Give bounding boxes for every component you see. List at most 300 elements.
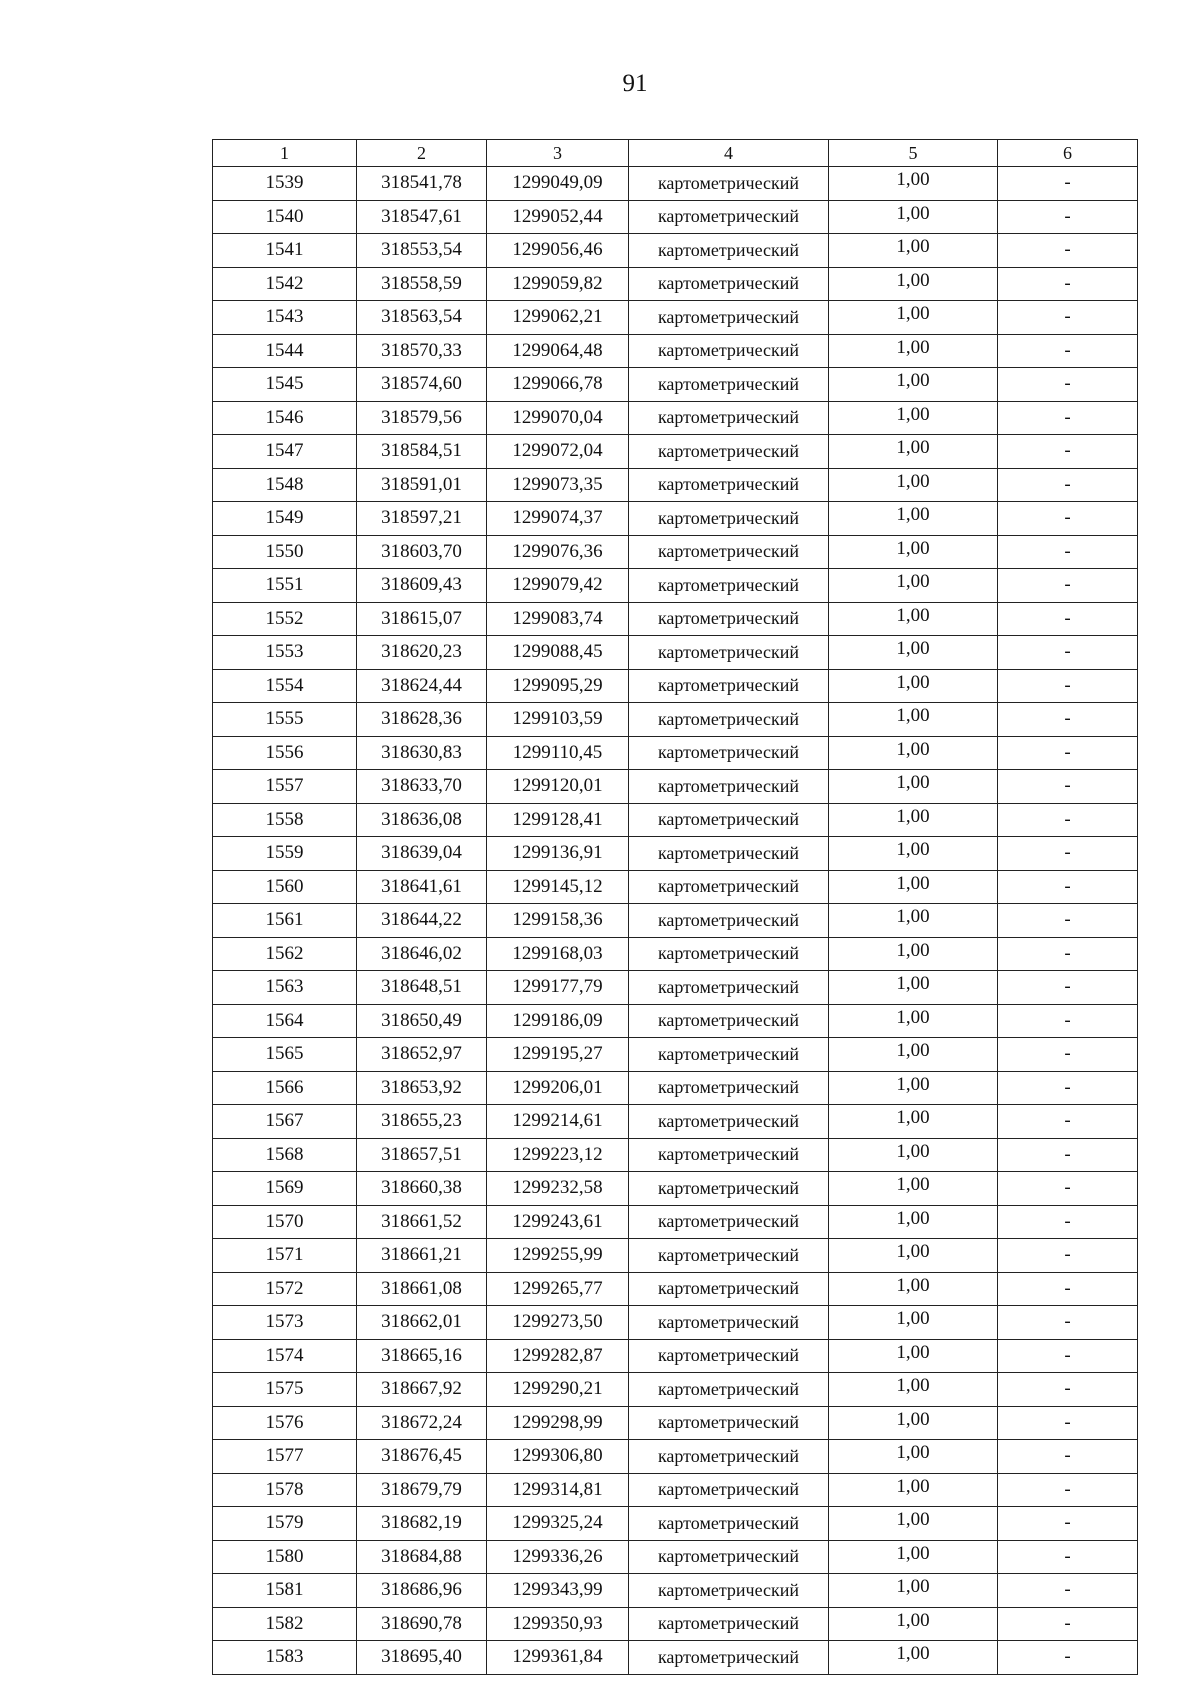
method-cell: картометрический [629, 937, 829, 971]
table-row [213, 368, 1138, 402]
y-coordinate-cell: 1299066,78 [487, 368, 629, 402]
note-cell: - [998, 669, 1138, 703]
point-number-cell: 1546 [213, 401, 357, 435]
method-cell: картометрический [629, 703, 829, 737]
x-coordinate-cell: 318652,97 [357, 1038, 487, 1072]
point-number-cell: 1547 [213, 435, 357, 469]
note-cell: - [998, 435, 1138, 469]
point-number-cell: 1576 [213, 1406, 357, 1440]
table-row [213, 1540, 1138, 1574]
x-coordinate-cell: 318574,60 [357, 368, 487, 402]
y-coordinate-cell: 1299232,58 [487, 1172, 629, 1206]
y-coordinate-cell: 1299062,21 [487, 301, 629, 335]
y-coordinate-cell: 1299095,29 [487, 669, 629, 703]
y-coordinate-cell: 1299120,01 [487, 770, 629, 804]
y-coordinate-cell: 1299336,26 [487, 1540, 629, 1574]
column-header-5: 5 [829, 140, 998, 167]
table-row [213, 1071, 1138, 1105]
accuracy-cell: 1,00 [829, 770, 998, 804]
y-coordinate-cell: 1299074,37 [487, 502, 629, 536]
table-row [213, 602, 1138, 636]
note-cell: - [998, 770, 1138, 804]
x-coordinate-cell: 318553,54 [357, 234, 487, 268]
accuracy-cell: 1,00 [829, 602, 998, 636]
note-cell: - [998, 904, 1138, 938]
accuracy-cell: 1,00 [829, 535, 998, 569]
table-row [213, 1641, 1138, 1675]
x-coordinate-cell: 318682,19 [357, 1507, 487, 1541]
x-coordinate-cell: 318657,51 [357, 1138, 487, 1172]
point-number-cell: 1582 [213, 1607, 357, 1641]
y-coordinate-cell: 1299273,50 [487, 1306, 629, 1340]
method-cell: картометрический [629, 1205, 829, 1239]
column-header-6: 6 [998, 140, 1138, 167]
table-row [213, 1574, 1138, 1608]
accuracy-cell: 1,00 [829, 301, 998, 335]
x-coordinate-cell: 318661,21 [357, 1239, 487, 1273]
note-cell: - [998, 1239, 1138, 1273]
method-cell: картометрический [629, 167, 829, 201]
method-cell: картометрический [629, 1071, 829, 1105]
note-cell: - [998, 837, 1138, 871]
note-cell: - [998, 1473, 1138, 1507]
accuracy-cell: 1,00 [829, 803, 998, 837]
y-coordinate-cell: 1299361,84 [487, 1641, 629, 1675]
accuracy-cell: 1,00 [829, 267, 998, 301]
accuracy-cell: 1,00 [829, 1339, 998, 1373]
note-cell: - [998, 1071, 1138, 1105]
column-header-2: 2 [357, 140, 487, 167]
note-cell: - [998, 1641, 1138, 1675]
y-coordinate-cell: 1299158,36 [487, 904, 629, 938]
point-number-cell: 1574 [213, 1339, 357, 1373]
table-row [213, 435, 1138, 469]
x-coordinate-cell: 318684,88 [357, 1540, 487, 1574]
accuracy-cell: 1,00 [829, 870, 998, 904]
point-number-cell: 1563 [213, 971, 357, 1005]
x-coordinate-cell: 318661,08 [357, 1272, 487, 1306]
y-coordinate-cell: 1299049,09 [487, 167, 629, 201]
accuracy-cell: 1,00 [829, 904, 998, 938]
y-coordinate-cell: 1299306,80 [487, 1440, 629, 1474]
y-coordinate-cell: 1299314,81 [487, 1473, 629, 1507]
y-coordinate-cell: 1299243,61 [487, 1205, 629, 1239]
note-cell: - [998, 334, 1138, 368]
y-coordinate-cell: 1299186,09 [487, 1004, 629, 1038]
x-coordinate-cell: 318558,59 [357, 267, 487, 301]
x-coordinate-cell: 318541,78 [357, 167, 487, 201]
accuracy-cell: 1,00 [829, 1574, 998, 1608]
note-cell: - [998, 167, 1138, 201]
x-coordinate-cell: 318628,36 [357, 703, 487, 737]
method-cell: картометрический [629, 234, 829, 268]
x-coordinate-cell: 318639,04 [357, 837, 487, 871]
point-number-cell: 1575 [213, 1373, 357, 1407]
y-coordinate-cell: 1299073,35 [487, 468, 629, 502]
method-cell: картометрический [629, 870, 829, 904]
column-header-1: 1 [213, 140, 357, 167]
table-row [213, 502, 1138, 536]
y-coordinate-cell: 1299136,91 [487, 837, 629, 871]
note-cell: - [998, 937, 1138, 971]
point-number-cell: 1539 [213, 167, 357, 201]
x-coordinate-cell: 318620,23 [357, 636, 487, 670]
table-row [213, 971, 1138, 1005]
point-number-cell: 1552 [213, 602, 357, 636]
note-cell: - [998, 1406, 1138, 1440]
table-row [213, 669, 1138, 703]
accuracy-cell: 1,00 [829, 1071, 998, 1105]
accuracy-cell: 1,00 [829, 368, 998, 402]
note-cell: - [998, 803, 1138, 837]
y-coordinate-cell: 1299079,42 [487, 569, 629, 603]
note-cell: - [998, 1205, 1138, 1239]
note-cell: - [998, 267, 1138, 301]
table-row [213, 234, 1138, 268]
method-cell: картометрический [629, 502, 829, 536]
note-cell: - [998, 1339, 1138, 1373]
y-coordinate-cell: 1299206,01 [487, 1071, 629, 1105]
point-number-cell: 1560 [213, 870, 357, 904]
x-coordinate-cell: 318597,21 [357, 502, 487, 536]
y-coordinate-cell: 1299110,45 [487, 736, 629, 770]
table-row [213, 301, 1138, 335]
header-row [213, 140, 1138, 167]
x-coordinate-cell: 318579,56 [357, 401, 487, 435]
x-coordinate-cell: 318646,02 [357, 937, 487, 971]
method-cell: картометрический [629, 468, 829, 502]
method-cell: картометрический [629, 602, 829, 636]
y-coordinate-cell: 1299083,74 [487, 602, 629, 636]
method-cell: картометрический [629, 435, 829, 469]
accuracy-cell: 1,00 [829, 1641, 998, 1675]
accuracy-cell: 1,00 [829, 736, 998, 770]
point-number-cell: 1580 [213, 1540, 357, 1574]
note-cell: - [998, 1607, 1138, 1641]
y-coordinate-cell: 1299052,44 [487, 200, 629, 234]
note-cell: - [998, 1373, 1138, 1407]
method-cell: картометрический [629, 1339, 829, 1373]
note-cell: - [998, 234, 1138, 268]
x-coordinate-cell: 318563,54 [357, 301, 487, 335]
accuracy-cell: 1,00 [829, 234, 998, 268]
method-cell: картометрический [629, 636, 829, 670]
table-body [213, 167, 1138, 1675]
note-cell: - [998, 736, 1138, 770]
x-coordinate-cell: 318655,23 [357, 1105, 487, 1139]
note-cell: - [998, 1172, 1138, 1206]
accuracy-cell: 1,00 [829, 502, 998, 536]
note-cell: - [998, 1306, 1138, 1340]
note-cell: - [998, 368, 1138, 402]
y-coordinate-cell: 1299343,99 [487, 1574, 629, 1608]
table-row [213, 1373, 1138, 1407]
y-coordinate-cell: 1299056,46 [487, 234, 629, 268]
x-coordinate-cell: 318660,38 [357, 1172, 487, 1206]
accuracy-cell: 1,00 [829, 837, 998, 871]
x-coordinate-cell: 318624,44 [357, 669, 487, 703]
note-cell: - [998, 502, 1138, 536]
x-coordinate-cell: 318609,43 [357, 569, 487, 603]
method-cell: картометрический [629, 368, 829, 402]
x-coordinate-cell: 318603,70 [357, 535, 487, 569]
accuracy-cell: 1,00 [829, 1373, 998, 1407]
point-number-cell: 1566 [213, 1071, 357, 1105]
note-cell: - [998, 1440, 1138, 1474]
table-row [213, 1239, 1138, 1273]
x-coordinate-cell: 318676,45 [357, 1440, 487, 1474]
table-row [213, 569, 1138, 603]
point-number-cell: 1553 [213, 636, 357, 670]
x-coordinate-cell: 318648,51 [357, 971, 487, 1005]
accuracy-cell: 1,00 [829, 334, 998, 368]
y-coordinate-cell: 1299350,93 [487, 1607, 629, 1641]
accuracy-cell: 1,00 [829, 1440, 998, 1474]
note-cell: - [998, 870, 1138, 904]
x-coordinate-cell: 318591,01 [357, 468, 487, 502]
note-cell: - [998, 1138, 1138, 1172]
x-coordinate-cell: 318615,07 [357, 602, 487, 636]
method-cell: картометрический [629, 1004, 829, 1038]
y-coordinate-cell: 1299076,36 [487, 535, 629, 569]
table-row [213, 1004, 1138, 1038]
x-coordinate-cell: 318641,61 [357, 870, 487, 904]
point-number-cell: 1565 [213, 1038, 357, 1072]
x-coordinate-cell: 318672,24 [357, 1406, 487, 1440]
table-row [213, 803, 1138, 837]
accuracy-cell: 1,00 [829, 1205, 998, 1239]
method-cell: картометрический [629, 301, 829, 335]
y-coordinate-cell: 1299298,99 [487, 1406, 629, 1440]
point-number-cell: 1545 [213, 368, 357, 402]
point-number-cell: 1550 [213, 535, 357, 569]
accuracy-cell: 1,00 [829, 569, 998, 603]
table-row [213, 1440, 1138, 1474]
table-row [213, 904, 1138, 938]
point-number-cell: 1549 [213, 502, 357, 536]
y-coordinate-cell: 1299168,03 [487, 937, 629, 971]
point-number-cell: 1571 [213, 1239, 357, 1273]
table-row [213, 167, 1138, 201]
point-number-cell: 1543 [213, 301, 357, 335]
table-row [213, 401, 1138, 435]
method-cell: картометрический [629, 1574, 829, 1608]
table-row [213, 770, 1138, 804]
method-cell: картометрический [629, 1239, 829, 1273]
accuracy-cell: 1,00 [829, 200, 998, 234]
method-cell: картометрический [629, 401, 829, 435]
point-number-cell: 1551 [213, 569, 357, 603]
point-number-cell: 1569 [213, 1172, 357, 1206]
point-number-cell: 1554 [213, 669, 357, 703]
y-coordinate-cell: 1299223,12 [487, 1138, 629, 1172]
method-cell: картометрический [629, 1540, 829, 1574]
x-coordinate-cell: 318662,01 [357, 1306, 487, 1340]
point-number-cell: 1541 [213, 234, 357, 268]
note-cell: - [998, 535, 1138, 569]
note-cell: - [998, 301, 1138, 335]
accuracy-cell: 1,00 [829, 1172, 998, 1206]
table-header [213, 140, 1138, 167]
accuracy-cell: 1,00 [829, 167, 998, 201]
x-coordinate-cell: 318644,22 [357, 904, 487, 938]
column-header-3: 3 [487, 140, 629, 167]
point-number-cell: 1556 [213, 736, 357, 770]
accuracy-cell: 1,00 [829, 1138, 998, 1172]
accuracy-cell: 1,00 [829, 1473, 998, 1507]
coordinates-table [212, 139, 1138, 1675]
table-row [213, 870, 1138, 904]
method-cell: картометрический [629, 334, 829, 368]
point-number-cell: 1572 [213, 1272, 357, 1306]
table-row [213, 1038, 1138, 1072]
point-number-cell: 1555 [213, 703, 357, 737]
point-number-cell: 1568 [213, 1138, 357, 1172]
point-number-cell: 1540 [213, 200, 357, 234]
method-cell: картометрический [629, 1507, 829, 1541]
point-number-cell: 1559 [213, 837, 357, 871]
point-number-cell: 1561 [213, 904, 357, 938]
accuracy-cell: 1,00 [829, 937, 998, 971]
method-cell: картометрический [629, 1406, 829, 1440]
point-number-cell: 1577 [213, 1440, 357, 1474]
method-cell: картометрический [629, 1641, 829, 1675]
x-coordinate-cell: 318547,61 [357, 200, 487, 234]
table-row [213, 1105, 1138, 1139]
table-row [213, 1607, 1138, 1641]
table-row [213, 1306, 1138, 1340]
point-number-cell: 1558 [213, 803, 357, 837]
x-coordinate-cell: 318636,08 [357, 803, 487, 837]
accuracy-cell: 1,00 [829, 401, 998, 435]
point-number-cell: 1567 [213, 1105, 357, 1139]
point-number-cell: 1581 [213, 1574, 357, 1608]
method-cell: картометрический [629, 837, 829, 871]
method-cell: картометрический [629, 1373, 829, 1407]
note-cell: - [998, 1574, 1138, 1608]
table-row [213, 200, 1138, 234]
note-cell: - [998, 1038, 1138, 1072]
table-row [213, 1339, 1138, 1373]
y-coordinate-cell: 1299064,48 [487, 334, 629, 368]
accuracy-cell: 1,00 [829, 435, 998, 469]
y-coordinate-cell: 1299255,99 [487, 1239, 629, 1273]
y-coordinate-cell: 1299145,12 [487, 870, 629, 904]
accuracy-cell: 1,00 [829, 1306, 998, 1340]
method-cell: картометрический [629, 1272, 829, 1306]
point-number-cell: 1557 [213, 770, 357, 804]
x-coordinate-cell: 318695,40 [357, 1641, 487, 1675]
accuracy-cell: 1,00 [829, 1105, 998, 1139]
method-cell: картометрический [629, 1473, 829, 1507]
x-coordinate-cell: 318570,33 [357, 334, 487, 368]
x-coordinate-cell: 318686,96 [357, 1574, 487, 1608]
method-cell: картометрический [629, 1306, 829, 1340]
y-coordinate-cell: 1299059,82 [487, 267, 629, 301]
method-cell: картометрический [629, 1172, 829, 1206]
y-coordinate-cell: 1299070,04 [487, 401, 629, 435]
method-cell: картометрический [629, 569, 829, 603]
table-row [213, 1138, 1138, 1172]
point-number-cell: 1564 [213, 1004, 357, 1038]
note-cell: - [998, 1272, 1138, 1306]
point-number-cell: 1562 [213, 937, 357, 971]
y-coordinate-cell: 1299214,61 [487, 1105, 629, 1139]
method-cell: картометрический [629, 535, 829, 569]
note-cell: - [998, 602, 1138, 636]
note-cell: - [998, 200, 1138, 234]
point-number-cell: 1583 [213, 1641, 357, 1675]
coordinates-table-wrapper [212, 139, 1138, 1675]
table-row [213, 1272, 1138, 1306]
method-cell: картометрический [629, 803, 829, 837]
y-coordinate-cell: 1299088,45 [487, 636, 629, 670]
table-row [213, 334, 1138, 368]
accuracy-cell: 1,00 [829, 1540, 998, 1574]
note-cell: - [998, 401, 1138, 435]
accuracy-cell: 1,00 [829, 1507, 998, 1541]
accuracy-cell: 1,00 [829, 636, 998, 670]
note-cell: - [998, 636, 1138, 670]
x-coordinate-cell: 318690,78 [357, 1607, 487, 1641]
method-cell: картометрический [629, 971, 829, 1005]
point-number-cell: 1544 [213, 334, 357, 368]
accuracy-cell: 1,00 [829, 1038, 998, 1072]
x-coordinate-cell: 318679,79 [357, 1473, 487, 1507]
method-cell: картометрический [629, 736, 829, 770]
x-coordinate-cell: 318630,83 [357, 736, 487, 770]
accuracy-cell: 1,00 [829, 703, 998, 737]
point-number-cell: 1548 [213, 468, 357, 502]
table-row [213, 1473, 1138, 1507]
x-coordinate-cell: 318650,49 [357, 1004, 487, 1038]
method-cell: картометрический [629, 200, 829, 234]
method-cell: картометрический [629, 770, 829, 804]
note-cell: - [998, 971, 1138, 1005]
point-number-cell: 1573 [213, 1306, 357, 1340]
method-cell: картометрический [629, 1440, 829, 1474]
note-cell: - [998, 569, 1138, 603]
accuracy-cell: 1,00 [829, 1272, 998, 1306]
x-coordinate-cell: 318665,16 [357, 1339, 487, 1373]
note-cell: - [998, 1507, 1138, 1541]
y-coordinate-cell: 1299103,59 [487, 703, 629, 737]
note-cell: - [998, 703, 1138, 737]
y-coordinate-cell: 1299128,41 [487, 803, 629, 837]
accuracy-cell: 1,00 [829, 1004, 998, 1038]
table-row [213, 937, 1138, 971]
x-coordinate-cell: 318661,52 [357, 1205, 487, 1239]
note-cell: - [998, 1105, 1138, 1139]
method-cell: картометрический [629, 669, 829, 703]
method-cell: картометрический [629, 267, 829, 301]
note-cell: - [998, 1004, 1138, 1038]
y-coordinate-cell: 1299290,21 [487, 1373, 629, 1407]
note-cell: - [998, 468, 1138, 502]
table-row [213, 837, 1138, 871]
method-cell: картометрический [629, 1138, 829, 1172]
x-coordinate-cell: 318633,70 [357, 770, 487, 804]
point-number-cell: 1578 [213, 1473, 357, 1507]
table-row [213, 1507, 1138, 1541]
table-row [213, 468, 1138, 502]
column-header-4: 4 [629, 140, 829, 167]
method-cell: картометрический [629, 1105, 829, 1139]
accuracy-cell: 1,00 [829, 669, 998, 703]
note-cell: - [998, 1540, 1138, 1574]
y-coordinate-cell: 1299282,87 [487, 1339, 629, 1373]
point-number-cell: 1570 [213, 1205, 357, 1239]
